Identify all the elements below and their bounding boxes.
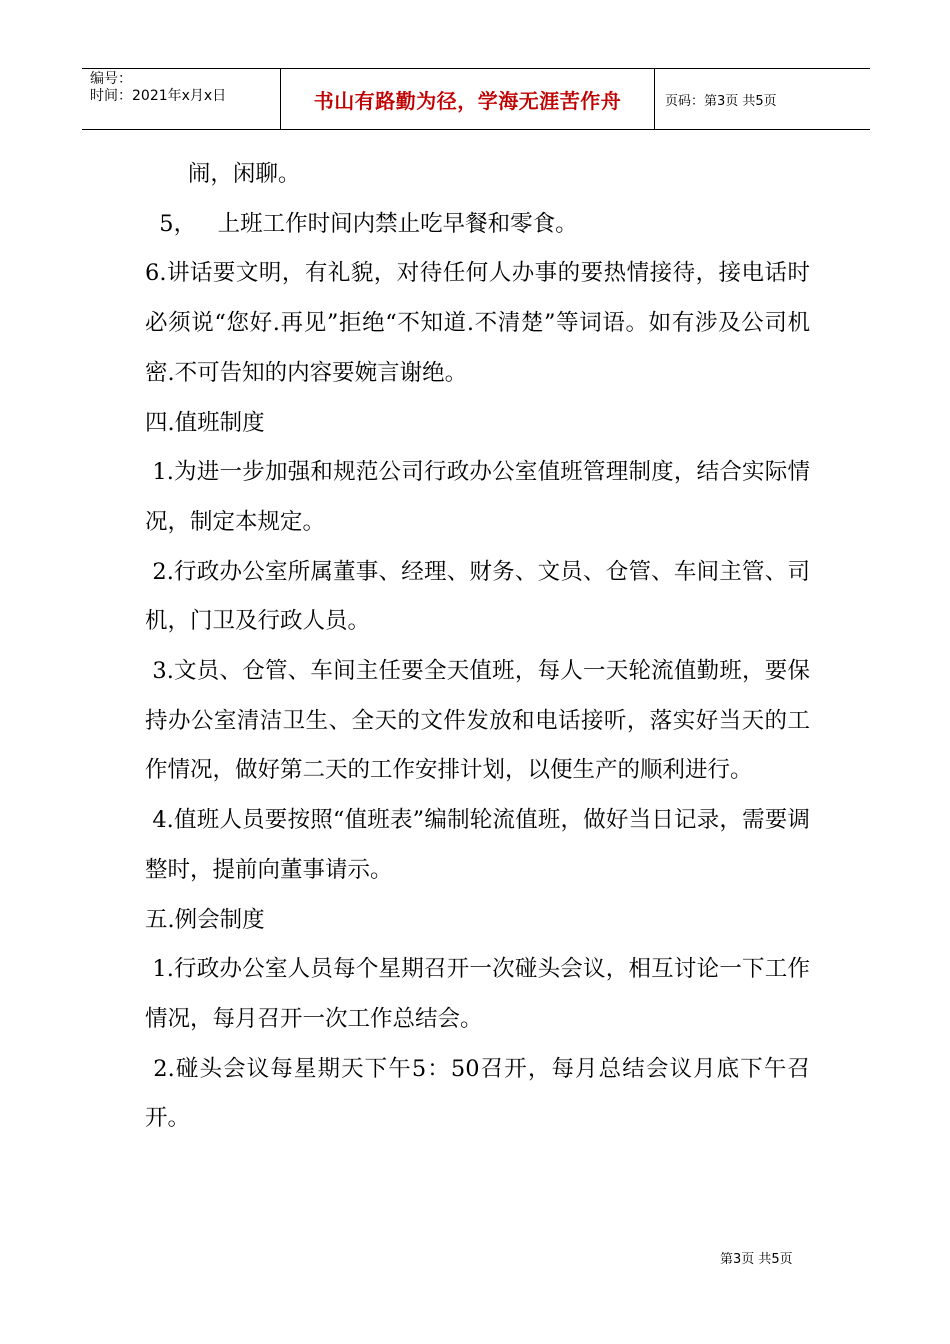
header-meta — [82, 69, 281, 129]
document-body — [145, 150, 810, 1144]
document-date-label: 时间：2021年x月x日 — [90, 88, 227, 104]
section-heading: 四.值班制度 — [145, 409, 265, 436]
paragraph: 2.碰头会议每星期天下午5：50召开，每月总结会议月底下午召开。 — [145, 1055, 810, 1132]
paragraph: 闹，闲聊。 — [145, 161, 301, 187]
page-footer-number: 第3页 共5页 — [720, 1252, 793, 1267]
header-page-number: 页码：第3页 共5页 — [665, 93, 777, 109]
paragraph: 5， 上班工作时间内禁止吃早餐和零食。 — [145, 210, 578, 237]
paragraph: 1.行政办公室人员每个星期召开一次碰头会议，相互讨论一下工作情况，每月召开一次工作总结会。 — [145, 956, 810, 1032]
paragraph: 4.值班人员要按照“值班表”编制轮流值班，做好当日记录，需要调整时，提前向董事请示。 — [145, 807, 810, 883]
paragraph: 1.为进一步加强和规范公司行政办公室值班管理制度，结合实际情况，制定本规定。 — [145, 459, 810, 535]
document-number-label: 编号： — [90, 71, 132, 87]
page-header — [82, 68, 870, 130]
header-motto: 书山有路勤为径，学海无涯苦作舟 — [281, 69, 655, 129]
paragraph: 2.行政办公室所属董事、经理、财务、文员、仓管、车间主管、司机，门卫及行政人员。 — [145, 558, 810, 635]
section-heading: 五.例会制度 — [145, 906, 265, 933]
paragraph: 3.文员、仓管、车间主任要全天值班，每人一天轮流值勤班，要保持办公室清洁卫生、全天的文件发放和电话接听，落实好当天的工作情况，做好第二天的工作安排计划，以便生产的顺利进行。 — [145, 658, 810, 784]
paragraph: 6.讲话要文明，有礼貌，对待任何人办事的要热情接待，接电话时必须说“您好.再见”拒绝“不知道.不清楚”等词语。如有涉及公司机密.不可告知的内容要婉言谢绝。 — [145, 260, 810, 386]
